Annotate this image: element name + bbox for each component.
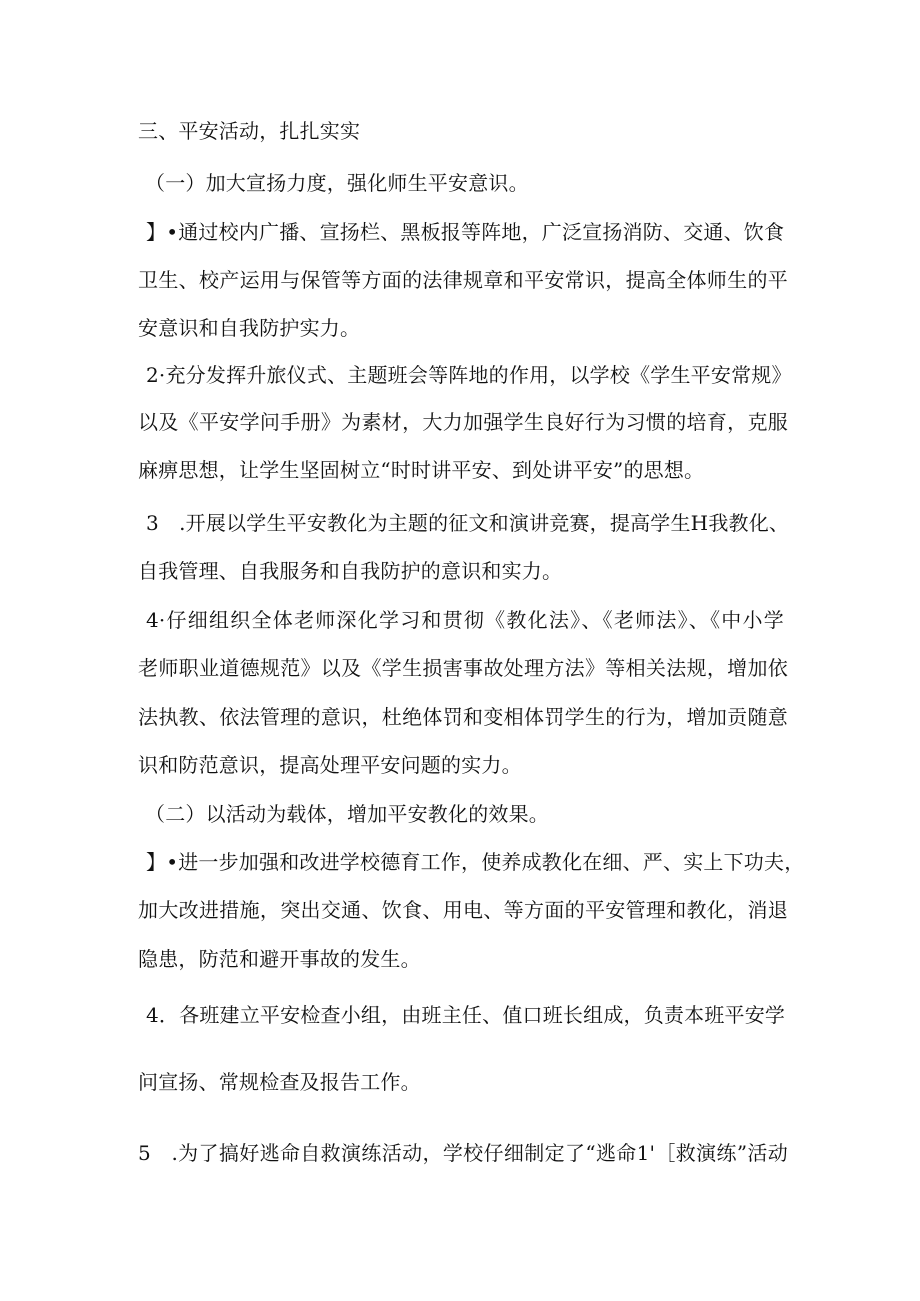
paragraph-line: 隐患，防范和避开事故的发生。 (138, 947, 421, 971)
paragraph-line: 法执教、依法管理的意识，杜绝体罚和变相体罚学生的行为，增加贡随意 (138, 705, 788, 729)
paragraph-line: 4．各班建立平安检查小组，由班主任、值口班长组成，负责本班平安学 (146, 1003, 786, 1027)
paragraph-line: 问宣扬、常规检查及报告工作。 (138, 1070, 421, 1094)
paragraph-line: 麻痹思想，让学生坚固树立“时时讲平安、到处讲平安”的思想。 (138, 458, 705, 482)
paragraph-line: 卫生、校产运用与保管等方面的法律规章和平安常识，提高全体师生的平 (138, 268, 788, 292)
paragraph-line: 4·仔细组织全体老师深化学习和贯彻《教化法》、《老师法》、《中小学 (146, 608, 784, 632)
paragraph-line: 识和防范意识，提高处理平安问题的实力。 (138, 753, 522, 777)
subsection-heading-2: （二）以活动为载体，增加平安教化的效果。 (145, 802, 549, 826)
paragraph-line: 老师职业道德规范》以及《学生损害事故处理方法》等相关法规，增加依 (138, 656, 788, 680)
paragraph-line: 加大改进措施，突出交通、饮食、用电、等方面的平安管理和教化，消退 (138, 898, 788, 922)
paragraph-line: 5 .为了搞好逃命自救演练活动，学校仔细制定了“逃命1'［救演练”活动 (138, 1141, 788, 1165)
paragraph-line: 】•进一步加强和改进学校德育工作，使养成教化在细、严、实上下功夫， (146, 850, 805, 874)
paragraph-line: 安意识和自我防护实力。 (138, 316, 361, 340)
paragraph-line: 3 .开展以学生平安教化为主题的征文和演讲竞赛，提高学生H我教化、 (146, 511, 790, 535)
paragraph-line: 自我管理、自我服务和自我防护的意识和实力。 (138, 559, 563, 583)
section-heading: 三、平安活动，扎扎实实 (138, 119, 361, 143)
paragraph-line: 2·充分发挥升旅仪式、主题班会等阵地的作用，以学校《学生平安常规》 (146, 363, 792, 387)
paragraph-line: 】•通过校内广播、宣扬栏、黑板报等阵地，广泛宣扬消防、交通、饮食 (146, 220, 785, 244)
paragraph-line: 以及《平安学问手册》为素材，大力加强学生良好行为习惯的培育，克服 (138, 410, 788, 434)
subsection-heading-1: （一）加大宣扬力度，强化师生平安意识。 (145, 171, 529, 195)
